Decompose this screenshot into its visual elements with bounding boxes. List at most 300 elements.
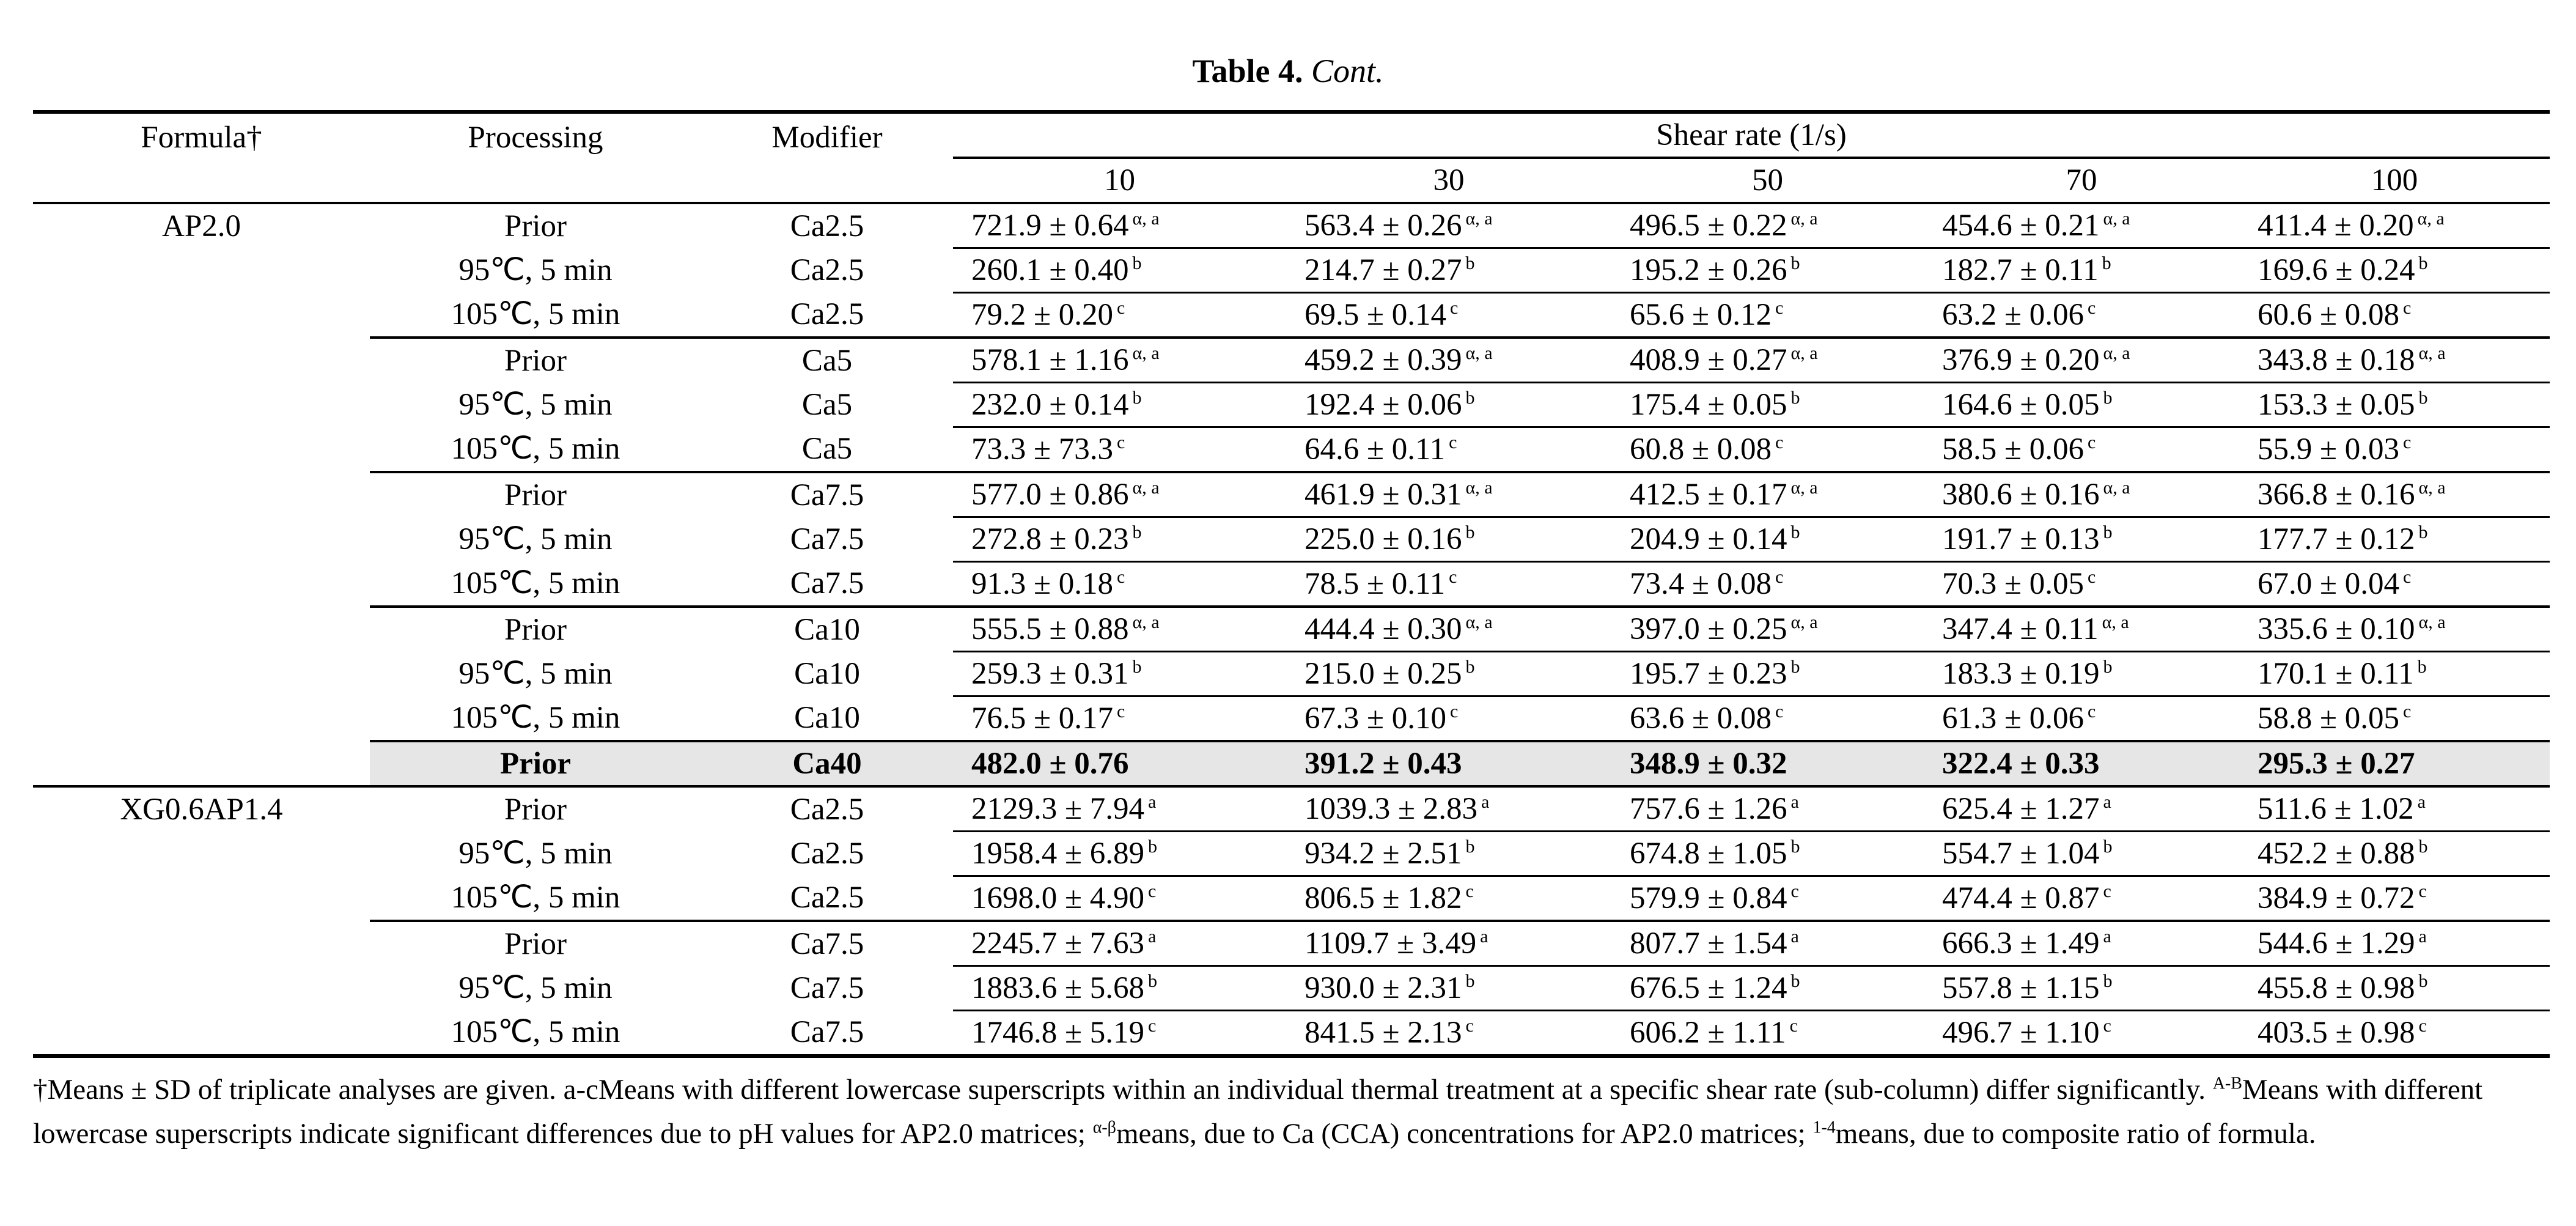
- significance-superscript: c: [1465, 1016, 1474, 1036]
- mean-sd-value: 204.9 ± 0.14: [1630, 522, 1787, 556]
- significance-superscript: b: [2418, 388, 2428, 408]
- mean-sd-value: 169.6 ± 0.24: [2258, 253, 2415, 287]
- significance-superscript: c: [1775, 432, 1784, 452]
- mean-sd-value: 272.8 ± 0.23: [971, 522, 1129, 556]
- formula-cell: [33, 517, 370, 562]
- significance-superscript: c: [2403, 432, 2412, 452]
- table-row: [33, 517, 2550, 562]
- mean-sd-value: 1039.3 ± 2.83: [1305, 792, 1478, 826]
- significance-superscript: c: [2403, 298, 2412, 318]
- modifier-cell: Ca2.5: [790, 297, 864, 332]
- significance-superscript: c: [1449, 567, 1457, 587]
- mean-sd-value: 391.2 ± 0.43: [1305, 747, 1462, 781]
- value-cell: [1286, 427, 1611, 473]
- significance-superscript: c: [1790, 881, 1799, 901]
- processing-cell: 95℃, 5 min: [458, 522, 613, 556]
- value-cell: [1286, 607, 1611, 652]
- value-cell: [2239, 562, 2550, 607]
- mean-sd-value: 58.5 ± 0.06: [1942, 432, 2084, 467]
- mean-sd-value: 461.9 ± 0.31: [1305, 478, 1462, 512]
- significance-superscript: b: [2418, 253, 2428, 273]
- processing-cell: Prior: [504, 209, 567, 243]
- value-cell: [953, 293, 1286, 338]
- mean-sd-value: 2129.3 ± 7.94: [971, 792, 1144, 826]
- significance-superscript: α, a: [2417, 209, 2445, 229]
- table-continued: Cont.: [1311, 53, 1384, 89]
- value-cell: [2239, 472, 2550, 517]
- header-formula: Formula†: [33, 112, 370, 203]
- value-cell: [953, 248, 1286, 293]
- value-cell: [953, 472, 1286, 517]
- value-cell: [2239, 832, 2550, 876]
- significance-superscript: b: [2417, 657, 2427, 677]
- value-cell: [1286, 696, 1611, 742]
- significance-superscript: b: [2418, 522, 2428, 542]
- mean-sd-value: 1883.6 ± 5.68: [971, 971, 1144, 1005]
- processing-cell: 95℃, 5 min: [458, 253, 613, 287]
- mean-sd-value: 63.6 ± 0.08: [1630, 701, 1772, 736]
- significance-superscript: c: [1148, 881, 1157, 901]
- mean-sd-value: 454.6 ± 0.21: [1942, 209, 2100, 243]
- value-cell: [1286, 383, 1611, 427]
- significance-superscript: c: [1117, 567, 1125, 587]
- value-cell: [953, 203, 1286, 248]
- significance-superscript: a: [1148, 926, 1157, 947]
- significance-superscript: b: [1465, 253, 1475, 273]
- significance-superscript: c: [1117, 432, 1125, 452]
- modifier-cell: Ca7.5: [790, 1015, 864, 1050]
- mean-sd-value: 563.4 ± 0.26: [1305, 209, 1462, 243]
- processing-cell: 95℃, 5 min: [458, 388, 613, 422]
- value-cell: [1611, 921, 1924, 966]
- mean-sd-value: 384.9 ± 0.72: [2258, 881, 2415, 915]
- mean-sd-value: 63.2 ± 0.06: [1942, 298, 2084, 332]
- value-cell: [1924, 1011, 2239, 1057]
- mean-sd-value: 76.5 ± 0.17: [971, 701, 1113, 736]
- significance-superscript: b: [1148, 971, 1157, 991]
- mean-sd-value: 60.6 ± 0.08: [2258, 298, 2399, 332]
- mean-sd-value: 214.7 ± 0.27: [1305, 253, 1462, 287]
- mean-sd-value: 60.8 ± 0.08: [1630, 432, 1772, 467]
- processing-cell: 105℃, 5 min: [451, 1015, 620, 1050]
- mean-sd-value: 67.0 ± 0.04: [2258, 567, 2399, 601]
- significance-superscript: b: [1132, 253, 1142, 273]
- processing-cell: 95℃, 5 min: [458, 657, 613, 691]
- value-cell: [2239, 966, 2550, 1011]
- significance-superscript: a: [2417, 792, 2426, 812]
- modifier-cell: Ca2.5: [790, 881, 864, 915]
- header-rate-100: 100: [2239, 158, 2550, 203]
- mean-sd-value: 606.2 ± 1.11: [1630, 1016, 1786, 1050]
- significance-superscript: b: [1790, 657, 1800, 677]
- value-cell: [1611, 427, 1924, 473]
- table-row: [33, 293, 2550, 338]
- value-cell: [2239, 517, 2550, 562]
- significance-superscript: a: [2103, 926, 2111, 947]
- mean-sd-value: 452.2 ± 0.88: [2258, 836, 2415, 871]
- value-cell: [1924, 607, 2239, 652]
- table-row: [33, 832, 2550, 876]
- significance-superscript: α, a: [1465, 478, 1493, 498]
- significance-superscript: α, a: [2103, 343, 2130, 363]
- value-cell: [1286, 562, 1611, 607]
- significance-superscript: b: [1148, 836, 1157, 857]
- significance-superscript: b: [2418, 836, 2428, 857]
- significance-superscript: a: [1790, 926, 1799, 947]
- significance-superscript: b: [2102, 253, 2111, 273]
- significance-superscript: α, a: [2103, 478, 2130, 498]
- significance-superscript: c: [1465, 881, 1474, 901]
- modifier-cell: Ca2.5: [790, 209, 864, 243]
- modifier-cell: Ca10: [794, 657, 860, 691]
- modifier-cell: Ca7.5: [701, 472, 953, 517]
- mean-sd-value: 412.5 ± 0.17: [1630, 478, 1787, 512]
- significance-superscript: α, a: [1132, 343, 1160, 363]
- significance-superscript: a: [2418, 926, 2427, 947]
- mean-sd-value: 322.4 ± 0.33: [1942, 747, 2100, 781]
- significance-superscript: c: [2103, 881, 2111, 901]
- mean-sd-value: 175.4 ± 0.05: [1630, 388, 1787, 422]
- significance-superscript: b: [1790, 388, 1800, 408]
- mean-sd-value: 376.9 ± 0.20: [1942, 343, 2100, 377]
- table-row: [33, 203, 2550, 248]
- mean-sd-value: 335.6 ± 0.10: [2258, 612, 2415, 646]
- table-row: [33, 607, 2550, 652]
- mean-sd-value: 806.5 ± 1.82: [1305, 881, 1462, 915]
- significance-superscript: b: [1465, 657, 1475, 677]
- mean-sd-value: 78.5 ± 0.11: [1305, 567, 1446, 601]
- header-rate-30: 30: [1286, 158, 1611, 203]
- mean-sd-value: 841.5 ± 2.13: [1305, 1016, 1462, 1050]
- mean-sd-value: 1698.0 ± 4.90: [971, 881, 1144, 915]
- significance-superscript: α, a: [1465, 612, 1493, 632]
- significance-superscript: b: [1132, 522, 1142, 542]
- value-cell: [1611, 248, 1924, 293]
- mean-sd-value: 183.3 ± 0.19: [1942, 657, 2100, 691]
- significance-superscript: c: [1450, 298, 1459, 318]
- modifier-cell: Ca7.5: [790, 971, 864, 1005]
- formula-cell: XG0.6AP1.4: [33, 786, 370, 832]
- mean-sd-value: 554.7 ± 1.04: [1942, 836, 2100, 871]
- table-row: [33, 921, 2550, 966]
- mean-sd-value: 215.0 ± 0.25: [1305, 657, 1462, 691]
- value-cell: [1611, 472, 1924, 517]
- value-cell: [2239, 203, 2550, 248]
- significance-superscript: a: [1480, 926, 1489, 947]
- value-cell: [1924, 203, 2239, 248]
- header-rate-50: 50: [1611, 158, 1924, 203]
- value-cell: [1286, 876, 1611, 921]
- mean-sd-value: 397.0 ± 0.25: [1630, 612, 1787, 646]
- mean-sd-value: 444.4 ± 0.30: [1305, 612, 1462, 646]
- significance-superscript: α, a: [1790, 478, 1818, 498]
- modifier-cell: Ca40: [701, 741, 953, 786]
- footnote-sup-2: α-β: [1092, 1118, 1116, 1137]
- mean-sd-value: 366.8 ± 0.16: [2258, 478, 2415, 512]
- table-row: [33, 966, 2550, 1011]
- significance-superscript: b: [1465, 836, 1475, 857]
- mean-sd-value: 65.6 ± 0.12: [1630, 298, 1772, 332]
- mean-sd-value: 511.6 ± 1.02: [2258, 792, 2414, 826]
- significance-superscript: a: [1148, 792, 1157, 812]
- mean-sd-value: 2245.7 ± 7.63: [971, 926, 1144, 961]
- value-cell: [953, 562, 1286, 607]
- formula-cell: [33, 696, 370, 742]
- mean-sd-value: 191.7 ± 0.13: [1942, 522, 2100, 556]
- value-cell: [1286, 741, 1611, 786]
- value-cell: [1924, 427, 2239, 473]
- value-cell: [953, 1011, 1286, 1057]
- mean-sd-value: 67.3 ± 0.10: [1305, 701, 1446, 736]
- processing-cell: 95℃, 5 min: [458, 971, 613, 1005]
- modifier-cell: Ca7.5: [790, 522, 864, 556]
- value-cell: [2239, 293, 2550, 338]
- table-row: [33, 562, 2550, 607]
- mean-sd-value: 403.5 ± 0.98: [2258, 1016, 2415, 1050]
- value-cell: [1611, 517, 1924, 562]
- processing-cell: Prior: [370, 921, 701, 966]
- significance-superscript: b: [2418, 971, 2428, 991]
- significance-superscript: c: [2088, 298, 2096, 318]
- table-row: [33, 383, 2550, 427]
- value-cell: [1611, 562, 1924, 607]
- mean-sd-value: 674.8 ± 1.05: [1630, 836, 1787, 871]
- modifier-cell: Ca2.5: [701, 786, 953, 832]
- table-row: [33, 741, 2550, 786]
- processing-cell: Prior: [370, 741, 701, 786]
- footnote-part-2: Means with different lowercase superscripts indicate significant differences due to pH values for AP2.0 matrices;: [33, 1074, 2483, 1150]
- mean-sd-value: 295.3 ± 0.27: [2258, 747, 2415, 781]
- mean-sd-value: 555.5 ± 0.88: [971, 612, 1129, 646]
- significance-superscript: c: [1117, 701, 1125, 722]
- table-row: [33, 472, 2550, 517]
- mean-sd-value: 64.6 ± 0.11: [1305, 432, 1446, 467]
- value-cell: [1924, 741, 2239, 786]
- significance-superscript: c: [2403, 701, 2412, 722]
- mean-sd-value: 182.7 ± 0.11: [1942, 253, 2099, 287]
- header-rate-70: 70: [1924, 158, 2239, 203]
- value-cell: [1924, 832, 2239, 876]
- formula-cell: AP2.0: [162, 209, 241, 243]
- formula-cell: [33, 966, 370, 1011]
- significance-superscript: a: [1481, 792, 1490, 812]
- significance-superscript: a: [1790, 792, 1799, 812]
- mean-sd-value: 232.0 ± 0.14: [971, 388, 1129, 422]
- significance-superscript: α, a: [1790, 343, 1818, 363]
- formula-cell: [33, 921, 370, 966]
- formula-cell: [33, 652, 370, 696]
- processing-cell: Prior: [370, 338, 701, 383]
- mean-sd-value: 666.3 ± 1.49: [1942, 926, 2100, 961]
- value-cell: [953, 383, 1286, 427]
- mean-sd-value: 459.2 ± 0.39: [1305, 343, 1462, 377]
- significance-superscript: α, a: [2418, 612, 2446, 632]
- value-cell: [1924, 248, 2239, 293]
- value-cell: [1286, 832, 1611, 876]
- value-cell: [1611, 876, 1924, 921]
- significance-superscript: α, a: [1132, 478, 1160, 498]
- significance-superscript: c: [1789, 1016, 1798, 1036]
- mean-sd-value: 177.7 ± 0.12: [2258, 522, 2415, 556]
- significance-superscript: b: [2103, 388, 2113, 408]
- value-cell: [1611, 203, 1924, 248]
- modifier-cell: Ca5: [801, 432, 853, 467]
- significance-superscript: b: [2103, 971, 2113, 991]
- mean-sd-value: 455.8 ± 0.98: [2258, 971, 2415, 1005]
- significance-superscript: b: [1790, 522, 1800, 542]
- significance-superscript: α, a: [2103, 209, 2130, 229]
- processing-cell: Prior: [370, 607, 701, 652]
- footnote-part-4: means, due to composite ratio of formula.: [1835, 1118, 2316, 1150]
- value-cell: [2239, 248, 2550, 293]
- value-cell: [953, 741, 1286, 786]
- significance-superscript: b: [2103, 657, 2113, 677]
- value-cell: [1611, 696, 1924, 742]
- mean-sd-value: 1746.8 ± 5.19: [971, 1016, 1144, 1050]
- value-cell: [1924, 562, 2239, 607]
- modifier-cell: Ca7.5: [701, 921, 953, 966]
- significance-superscript: b: [2103, 836, 2113, 857]
- value-cell: [1924, 517, 2239, 562]
- formula-cell: [33, 876, 370, 921]
- significance-superscript: b: [1465, 388, 1475, 408]
- significance-superscript: α, a: [1132, 612, 1160, 632]
- mean-sd-value: 91.3 ± 0.18: [971, 567, 1113, 601]
- significance-superscript: c: [2403, 567, 2412, 587]
- mean-sd-value: 348.9 ± 0.32: [1630, 747, 1787, 781]
- value-cell: [1611, 741, 1924, 786]
- modifier-cell: Ca10: [701, 607, 953, 652]
- mean-sd-value: 579.9 ± 0.84: [1630, 881, 1787, 915]
- significance-superscript: α, a: [1465, 209, 1493, 229]
- value-cell: [953, 832, 1286, 876]
- modifier-cell: Ca5: [701, 338, 953, 383]
- formula-cell: [33, 427, 370, 473]
- processing-cell: 105℃, 5 min: [451, 566, 620, 601]
- value-cell: [1611, 338, 1924, 383]
- processing-cell: 105℃, 5 min: [451, 432, 620, 467]
- header-processing: Processing: [370, 112, 701, 203]
- mean-sd-value: 69.5 ± 0.14: [1305, 298, 1446, 332]
- value-cell: [1286, 966, 1611, 1011]
- mean-sd-value: 164.6 ± 0.05: [1942, 388, 2100, 422]
- mean-sd-value: 70.3 ± 0.05: [1942, 567, 2084, 601]
- mean-sd-value: 260.1 ± 0.40: [971, 253, 1129, 287]
- mean-sd-value: 343.8 ± 0.18: [2258, 343, 2415, 377]
- modifier-cell: Ca10: [794, 701, 860, 736]
- footnote-sup-3: 1-4: [1812, 1118, 1836, 1137]
- mean-sd-value: 170.1 ± 0.11: [2258, 657, 2414, 691]
- value-cell: [1611, 293, 1924, 338]
- value-cell: [953, 696, 1286, 742]
- value-cell: [1286, 517, 1611, 562]
- header-rate-10: 10: [953, 158, 1286, 203]
- significance-superscript: a: [2103, 792, 2111, 812]
- value-cell: [1611, 966, 1924, 1011]
- significance-superscript: c: [1775, 567, 1784, 587]
- significance-superscript: b: [1132, 657, 1142, 677]
- significance-superscript: c: [2418, 1016, 2427, 1036]
- mean-sd-value: 625.4 ± 1.27: [1942, 792, 2100, 826]
- modifier-cell: Ca2.5: [790, 836, 864, 871]
- value-cell: [953, 607, 1286, 652]
- value-cell: [1924, 338, 2239, 383]
- value-cell: [1611, 652, 1924, 696]
- mean-sd-value: 192.4 ± 0.06: [1305, 388, 1462, 422]
- value-cell: [953, 921, 1286, 966]
- value-cell: [1286, 921, 1611, 966]
- processing-cell: 105℃, 5 min: [451, 297, 620, 332]
- mean-sd-value: 259.3 ± 0.31: [971, 657, 1129, 691]
- significance-superscript: c: [1117, 298, 1125, 318]
- value-cell: [1611, 607, 1924, 652]
- significance-superscript: α, a: [2418, 478, 2446, 498]
- mean-sd-value: 557.8 ± 1.15: [1942, 971, 2100, 1005]
- table-footnote: [33, 1068, 2550, 1156]
- mean-sd-value: 79.2 ± 0.20: [971, 298, 1113, 332]
- value-cell: [2239, 1011, 2550, 1057]
- significance-superscript: c: [2088, 432, 2096, 452]
- formula-cell: [33, 562, 370, 607]
- value-cell: [1611, 1011, 1924, 1057]
- value-cell: [2239, 696, 2550, 742]
- mean-sd-value: 408.9 ± 0.27: [1630, 343, 1787, 377]
- significance-superscript: b: [2103, 522, 2113, 542]
- value-cell: [1286, 293, 1611, 338]
- formula-cell: [33, 832, 370, 876]
- value-cell: [2239, 786, 2550, 832]
- mean-sd-value: 757.6 ± 1.26: [1630, 792, 1787, 826]
- processing-cell: 105℃, 5 min: [451, 881, 620, 915]
- table-row: [33, 427, 2550, 473]
- significance-superscript: b: [1790, 836, 1800, 857]
- mean-sd-value: 347.4 ± 0.11: [1942, 612, 2099, 646]
- value-cell: [1286, 472, 1611, 517]
- processing-cell: Prior: [370, 472, 701, 517]
- value-cell: [953, 427, 1286, 473]
- table-row: [33, 248, 2550, 293]
- value-cell: [2239, 383, 2550, 427]
- mean-sd-value: 544.6 ± 1.29: [2258, 926, 2415, 961]
- formula-cell: [33, 338, 370, 383]
- table-row: [33, 876, 2550, 921]
- significance-superscript: α, a: [2418, 343, 2446, 363]
- mean-sd-value: 577.0 ± 0.86: [971, 478, 1129, 512]
- shear-viscosity-table: [33, 110, 2550, 1058]
- significance-superscript: c: [1775, 701, 1784, 722]
- mean-sd-value: 195.2 ± 0.26: [1630, 253, 1787, 287]
- significance-superscript: c: [1450, 701, 1459, 722]
- value-cell: [2239, 427, 2550, 473]
- modifier-cell: Ca2.5: [790, 253, 864, 287]
- mean-sd-value: 73.4 ± 0.08: [1630, 567, 1772, 601]
- value-cell: [1286, 248, 1611, 293]
- mean-sd-value: 73.3 ± 73.3: [971, 432, 1113, 467]
- value-cell: [1924, 786, 2239, 832]
- formula-cell: [33, 472, 370, 517]
- mean-sd-value: 474.4 ± 0.87: [1942, 881, 2100, 915]
- mean-sd-value: 676.5 ± 1.24: [1630, 971, 1787, 1005]
- mean-sd-value: 61.3 ± 0.06: [1942, 701, 2084, 736]
- formula-cell: [33, 383, 370, 427]
- footnote-sup-1: A-B: [2212, 1074, 2242, 1093]
- value-cell: [1924, 876, 2239, 921]
- footnote-part-3: means, due to Ca (CCA) concentrations for AP2.0 matrices;: [1116, 1118, 1813, 1150]
- value-cell: [1611, 786, 1924, 832]
- significance-superscript: α, a: [1790, 209, 1818, 229]
- value-cell: [953, 652, 1286, 696]
- value-cell: [1924, 966, 2239, 1011]
